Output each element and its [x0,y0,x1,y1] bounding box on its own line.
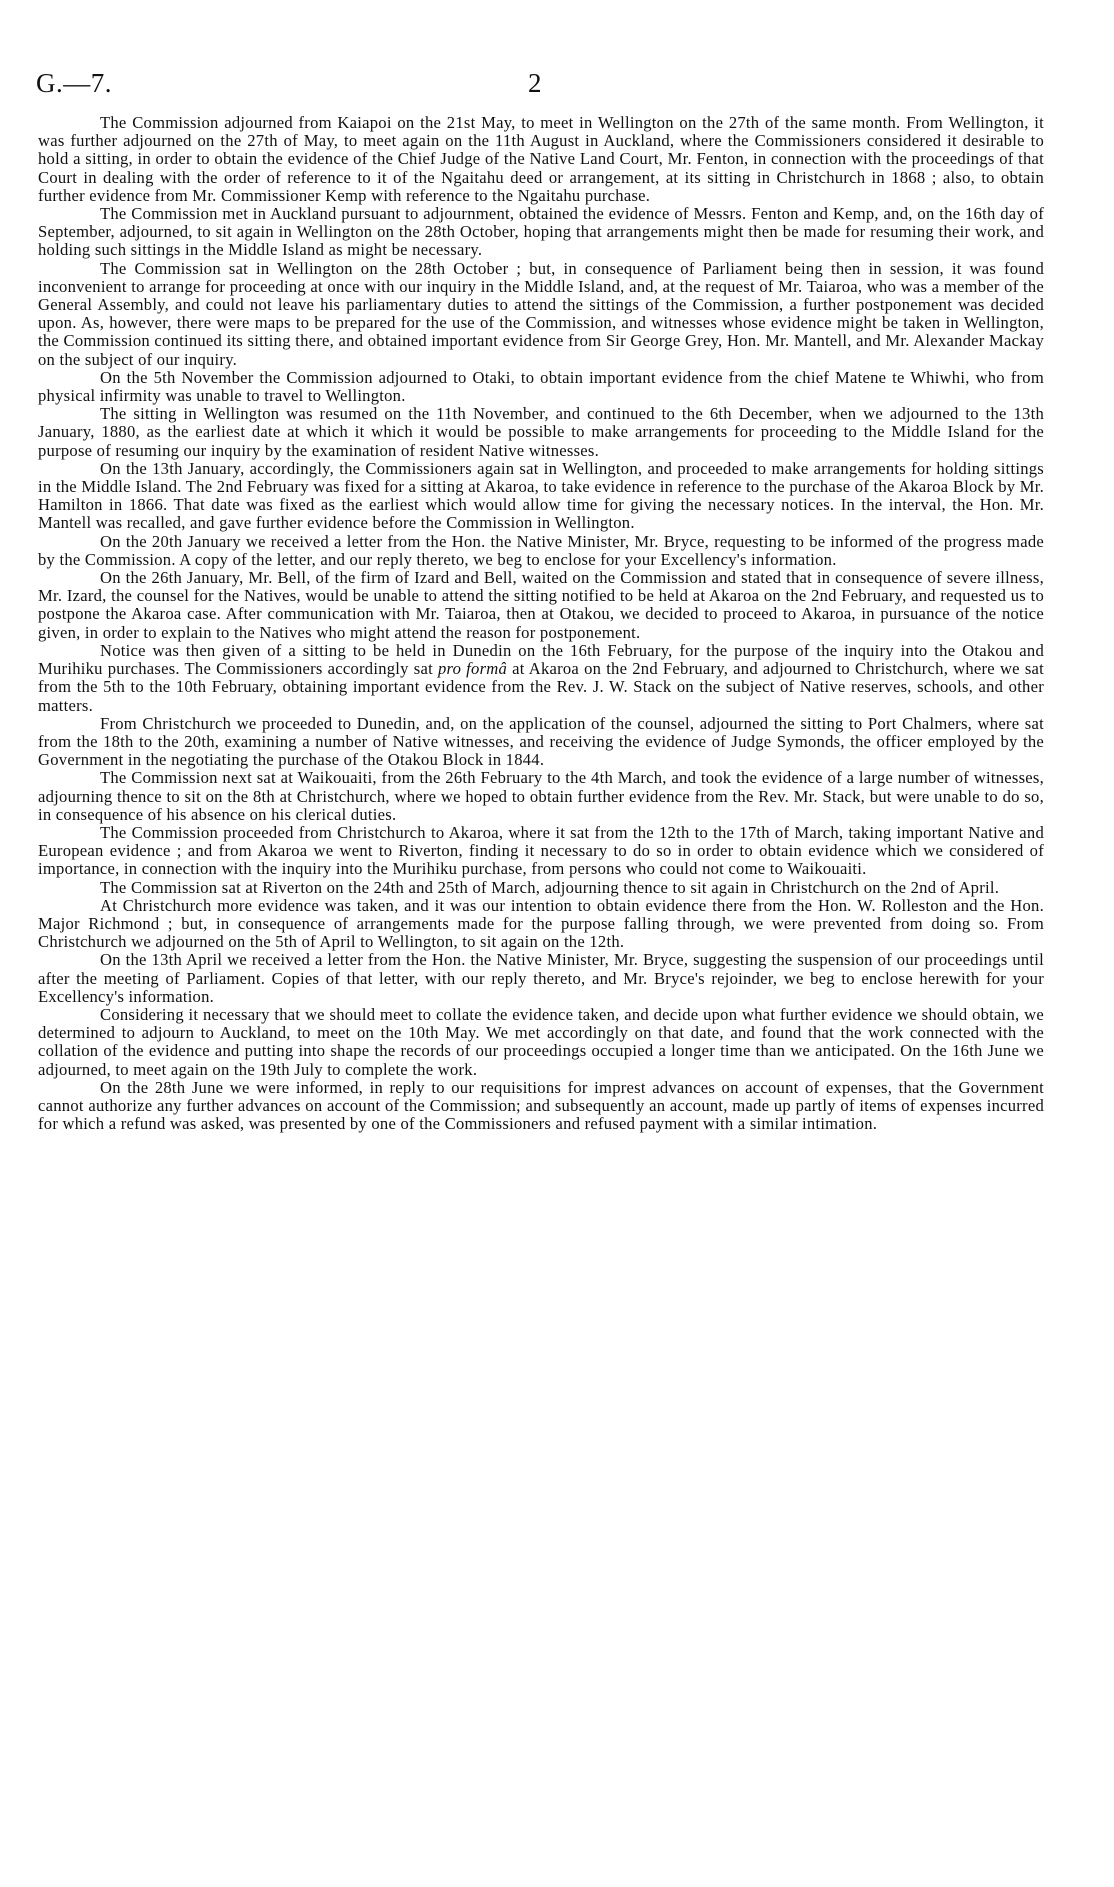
paragraph: On the 26th January, Mr. Bell, of the firm of Izard and Bell, waited on the Commission and stated that in consequence of severe illness, Mr. Izard, the counsel for the Natives, would be unable to attend the sitting notified to be held at Akaroa on the 2nd February, and requested us to postpone the Akaroa case. After communication with Mr. Taiaroa, then at Otakou, we decided to proceed to Akaroa, in pursuance of the notice given, in order to explain to the Natives who might attend the reason for postponement. [38,568,1044,642]
paragraph: On the 28th June we were informed, in reply to our requisitions for imprest advances on account of expenses, that the Government cannot authorize any further advances on account of the Commission; and subsequently an account, made up partly of items of expenses incurred for which a refund was asked, was presented by one of the Commissioners and refused payment with a similar intimation. [38,1077,1044,1134]
paragraph: On the 5th November the Commission adjourned to Otaki, to obtain important evidence from the chief Matene te Whiwhi, who from physical infirmity was unable to travel to Wellington. [38,367,1044,406]
paragraph: On the 13th April we received a letter from the Hon. the Native Minister, Mr. Bryce, suggesting the suspension of our proceedings until after the meeting of Parliament. Copies of that letter, with our reply thereto, and Mr. Bryce's rejoinder, we beg to enclose herewith for your Excellency's information. [38,950,1044,1006]
paragraph: Notice was then given of a sitting to be held in Dunedin on the 16th February, for the purpose of the inquiry into the Otakou and Murihiku purchases. The Commissioners accordingly sat pro formâ at Akaroa on the 2nd February, and adjourned to Christchurch, where we sat from the 5th to the 10th February, obtaining important evidence from the Rev. J. W. Stack on the subject of Native reserves, schools, and other matters. [38,640,1045,715]
document-reference: G.—7. [36,68,112,98]
paragraph: On the 20th January we received a letter from the Hon. the Native Minister, Mr. Bryce, requesting to be informed of the progress made by the Commission. A copy of the letter, and our reply thereto, we beg to enclose for your Excellency's information. [38,531,1044,569]
paragraph: The Commission next sat at Waikouaiti, from the 26th February to the 4th March, and took the evidence of a large number of witnesses, adjourning thence to sit on the 8th at Christchurch, where we hoped to obtain further evidence from the Rev. Mr. Stack, but were unable to do so, in consequence of his absence on his clerical duties. [38,768,1044,824]
paragraph: On the 13th January, accordingly, the Commissioners again sat in Wellington, and proceeded to make arrangements for holding sittings in the Middle Island. The 2nd February was fixed for a sitting at Akaroa, to take evidence in reference to the purchase of the Akaroa Block by Mr. Hamilton in 1866. That date was fixed as the earliest which would allow time for giving the necessary notices. In the interval, the Hon. Mr. Mantell was recalled, and gave further evidence before the Commission in Wellington. [38,458,1044,533]
paragraph: The Commission sat in Wellington on the 28th October ; but, in consequence of Parliament being then in session, it was found inconvenient to arrange for proceeding at once with our inquiry in the Middle Island, and, at the request of Mr. Taiaroa, who was a member of the General Assembly, and could not leave his parliamentary duties to attend the sittings of the Commission, a further postponement was decided upon. As, however, there were maps to be prepared for the use of the Commission, and witnesses whose evidence might be taken in Wellington, the Commission continued its sitting there, and obtained important evidence from Sir George Grey, Hon. Mr. Mantell, and Mr. Alexander Mackay on the subject of our inquiry. [38,258,1044,369]
page-header [36,68,1078,108]
page-number: 2 [528,68,542,98]
paragraph: The Commission proceeded from Christchurch to Akaroa, where it sat from the 12th to the 17th of March, taking important Native and European evidence ; and from Akaroa we went to Riverton, finding it necessary to do so in order to obtain evidence which we considered of importance, in connection with the inquiry into the Murihiku purchase, from persons who could not come to Waikouaiti. [38,822,1044,879]
paragraph: Considering it necessary that we should meet to collate the evidence taken, and decide upon what further evidence we should obtain, we determined to adjourn to Auckland, to meet on the 10th May. We met accordingly on that date, and found that the work connected with the collation of the evidence and putting into shape the records of our proceedings occupied a longer time than we anticipated. On the 16th June we adjourned, to meet again on the 19th July to complete the work. [38,1004,1044,1079]
paragraph: From Christchurch we proceeded to Dunedin, and, on the application of the counsel, adjourned the sitting to Port Chalmers, where sat from the 18th to the 20th, examining a number of Native witnesses, and receiving the evidence of Judge Symonds, the officer employed by the Government in the negotiating the purchase of the Otakou Block in 1844. [38,713,1044,770]
paragraph: The Commission adjourned from Kaiapoi on the 21st May, to meet in Wellington on the 27th of the same month. From Wellington, it was further adjourned on the 27th of May, to meet again on the 11th August in Auckland, where the Commissioners considered it desirable to hold a sitting, in order to obtain the evidence of the Chief Judge of the Native Land Court, Mr. Fenton, in connection with the proceedings of that Court in dealing with the order of reference to it of the Ngaitahu deed or arrangement, at its sitting in Christchurch in 1868 ; also, to obtain further evidence from Mr. Commissioner Kemp with reference to the Ngaitahu purchase. [38,113,1044,205]
paragraph: The Commission met in Auckland pursuant to adjournment, obtained the evidence of Messrs. Fenton and Kemp, and, on the 16th day of September, adjourned, to sit again in Wellington on the 28th October, hoping that arrangements might then be made for resuming their work, and holding such sittings in the Middle Island as might be necessary. [38,204,1044,260]
report-body [38,114,1044,1133]
paragraph: The Commission sat at Riverton on the 24th and 25th of March, adjourning thence to sit again in Christchurch on the 2nd of April. [100,877,1000,897]
paragraph: At Christchurch more evidence was taken, and it was our intention to obtain evidence there from the Hon. W. Rolleston and the Hon. Major Richmond ; but, in consequence of arrangements made for the purpose falling through, we were prevented from doing so. From Christchurch we adjourned on the 5th of April to Wellington, to sit again on the 12th. [38,895,1044,952]
paragraph: The sitting in Wellington was resumed on the 11th November, and continued to the 6th December, when we adjourned to the 13th January, 1880, as the earliest date at which it which it would be possible to make arrangements for proceeding to the Middle Island for the purpose of resuming our inquiry by the examination of resident Native witnesses. [38,404,1044,460]
